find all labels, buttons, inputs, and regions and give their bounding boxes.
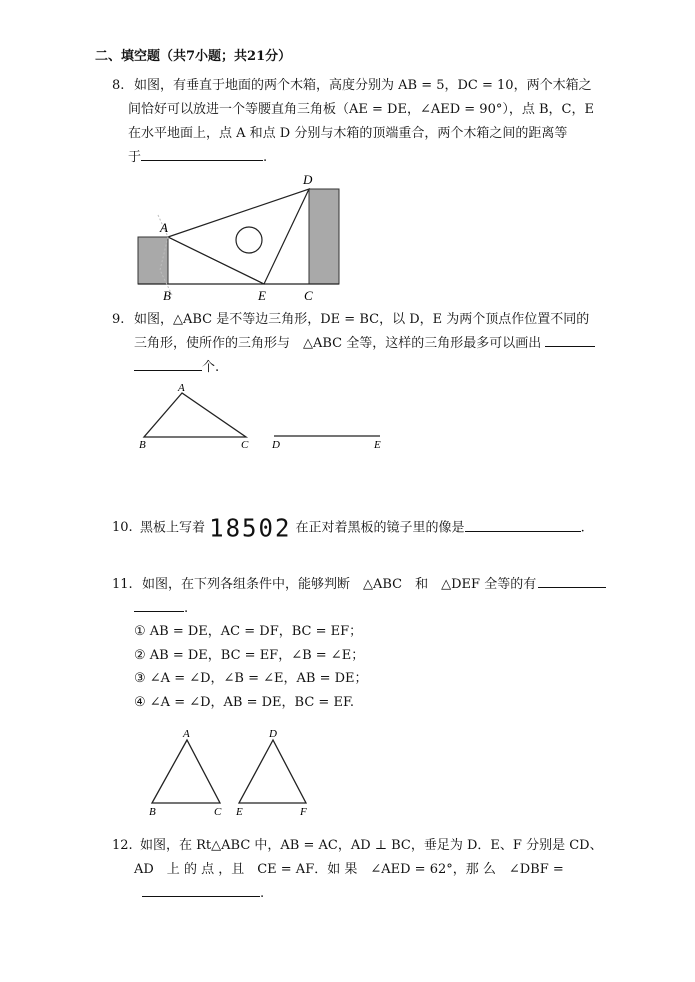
q11-line2 <box>134 599 188 619</box>
q8-line2: 间恰好可以放进一个等腰直角三角板（AE = DE，∠AED = 90°），点 B，C，E <box>128 102 594 117</box>
q11-option-2: ② AB = DE，BC = EF，∠B = ∠E； <box>134 648 365 663</box>
q11-line2-suffix: . <box>184 601 189 616</box>
blackboard-digits: 18502 <box>209 513 292 543</box>
triangle-ABC <box>152 740 220 803</box>
label-D: D <box>303 172 313 187</box>
q8-figure <box>130 170 350 305</box>
q10-line <box>140 513 585 543</box>
q12-answer-blank[interactable] <box>142 884 260 897</box>
q10-prefix: 黑板上写着 <box>140 520 206 536</box>
label-D: D <box>272 439 280 451</box>
q9-line2-text: 三角形，使所作的三角形与 △ABC 全等，这样的三角形最多可以画出 <box>134 336 542 351</box>
label-E: E <box>374 439 381 451</box>
q8-line1: 如图，有垂直于地面的两个木箱，高度分别为 AB = 5，DC = 10，两个木箱之 <box>134 78 592 93</box>
q11-option-1: ① AB = DE，AC = DF，BC = EF； <box>134 624 363 639</box>
q9-line1: 如图，△ABC 是不等边三角形，DE = BC，以 D，E 为两个顶点作位置不同的 <box>134 312 590 327</box>
q12-number: 12. <box>112 838 133 853</box>
q11-option-3: ③ ∠A = ∠D，∠B = ∠E，AB = DE； <box>134 671 368 686</box>
q11-answer-blank-1[interactable] <box>538 575 606 588</box>
label-B: B <box>139 439 146 451</box>
q11-answer-blank-2[interactable] <box>134 599 184 612</box>
q8-line4-suffix: . <box>263 150 268 165</box>
q8-line3: 在水平地面上，点 A 和点 D 分别与木箱的顶端重合，两个木箱之间的距离等 <box>128 126 568 141</box>
plate-hole <box>236 227 262 253</box>
triangle-DEF <box>239 740 306 803</box>
q9-number: 9. <box>112 312 125 327</box>
q8-answer-blank[interactable] <box>141 148 263 161</box>
triangle-ABC <box>144 393 246 437</box>
q10-number: 10. <box>112 520 133 535</box>
label-E: E <box>258 288 266 303</box>
q9-answer-blank-1[interactable] <box>545 334 595 347</box>
q11-option-4: ④ ∠A = ∠D，AB = DE，BC = EF. <box>134 695 355 710</box>
q9-answer-blank-2[interactable] <box>134 358 202 371</box>
q12-line1: 如图，在 Rt△ABC 中，AB = AC，AD ⊥ BC，垂足为 D．E、F 分别是 CD、 <box>140 838 603 853</box>
q10-answer-blank[interactable] <box>465 519 581 532</box>
label-A: A <box>178 382 185 394</box>
label-E: E <box>236 806 243 818</box>
q9-line2 <box>134 334 595 354</box>
q8-line4-prefix: 于 <box>128 150 142 165</box>
q11-line1 <box>142 575 606 595</box>
q9-line3-suffix: 个. <box>202 360 220 375</box>
line-AE <box>168 237 264 284</box>
q10-end: . <box>580 520 585 536</box>
q12-line2: AD 上 的 点 ，且 CE = AF．如 果 ∠AED = 62°，那 么 ∠DBF = <box>134 862 564 877</box>
label-C: C <box>241 439 249 451</box>
q10-suffix: 在正对着黑板的镜子里的像是 <box>295 520 465 536</box>
q8-number: 8. <box>112 78 125 93</box>
right-box <box>309 189 339 284</box>
q8-line4 <box>128 148 267 168</box>
label-B: B <box>163 288 171 303</box>
label-C: C <box>304 288 313 303</box>
q9-figure <box>134 380 394 455</box>
q12-line3 <box>142 884 264 904</box>
q11-figure <box>140 725 330 820</box>
label-D: D <box>269 728 277 740</box>
triangle-plate <box>168 189 309 284</box>
q12-line3-suffix: . <box>260 886 265 901</box>
q11-line1-text: 如图，在下列各组条件中，能够判断 △ABC 和 △DEF 全等的有 <box>142 577 537 592</box>
q11-number: 11. <box>112 577 133 592</box>
label-F: F <box>300 806 307 818</box>
q9-line3 <box>134 358 219 378</box>
label-C: C <box>214 806 222 818</box>
section-title: 二、填空题（共7小题；共21分） <box>95 49 292 64</box>
label-A: A <box>160 220 168 235</box>
label-A: A <box>183 728 190 740</box>
label-B: B <box>149 806 156 818</box>
